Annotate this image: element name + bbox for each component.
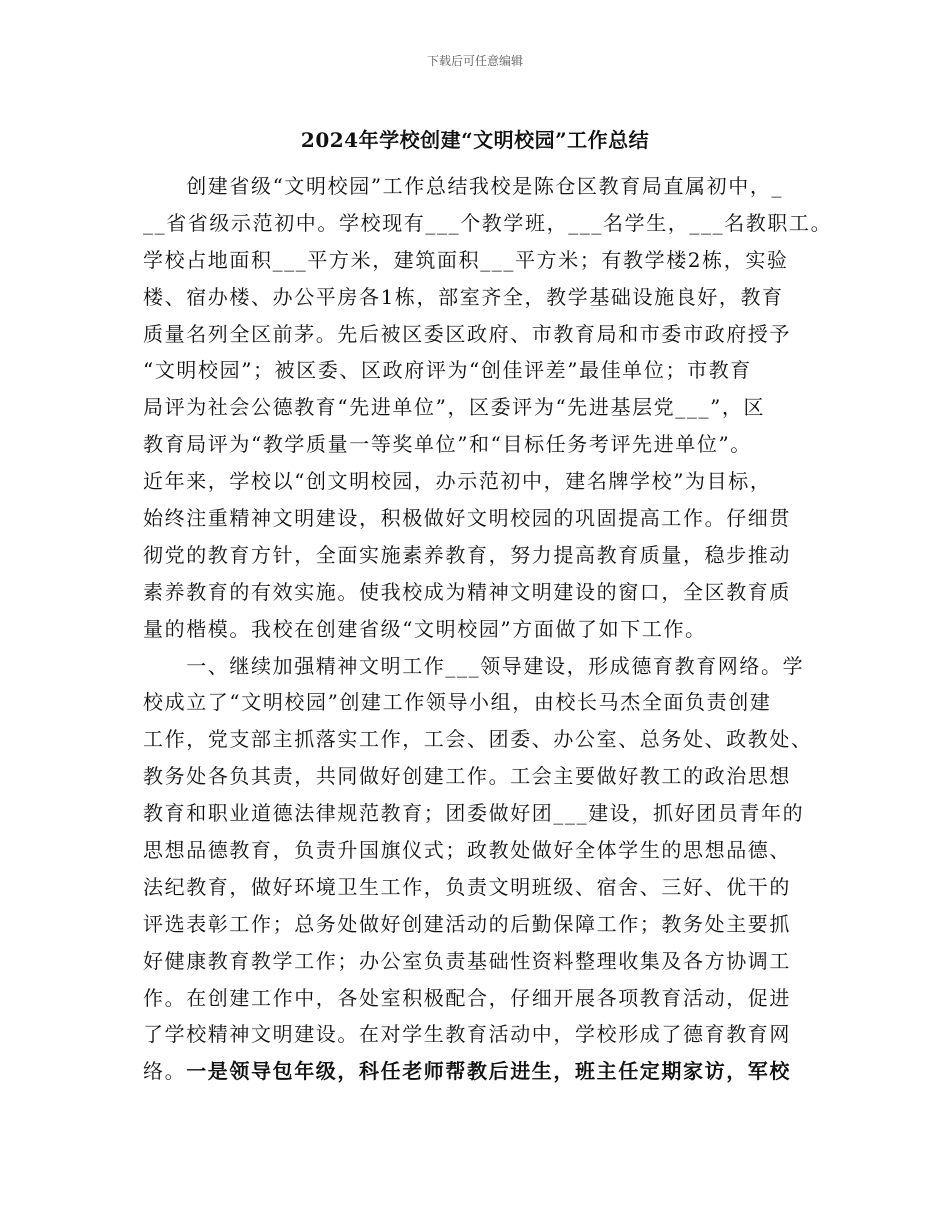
paragraph-line: 评选表彰工作；总务处做好创建活动的后勤保障工作；教务处主要抓 <box>143 911 791 936</box>
paragraph-line: 工作，党支部主抓落实工作，工会、团委、办公室、总务处、政教处、 <box>143 727 813 752</box>
paragraph-line: 量的楷模。我校在创建省级“文明校园”方面做了如下工作。 <box>143 616 707 641</box>
header-note: 下载后可任意编辑 <box>426 54 523 68</box>
paragraph-line: “文明校园”；被区委、区政府评为“创佳评差”最佳单位；市教育 <box>143 358 752 383</box>
last-line-normal-text: 络。 <box>143 1059 187 1084</box>
paragraph-line-last <box>143 1053 813 1090</box>
paragraph-line: 始终注重精神文明建设，积极做好文明校园的巩固提高工作。仔细贯 <box>143 506 791 531</box>
paragraph-line: 教育局评为“教学质量一等奖单位”和“目标任务考评先进单位”。 <box>143 432 752 457</box>
paragraph-line: 彻党的教育方针，全面实施素养教育，努力提高教育质量，稳步推动 <box>143 542 791 567</box>
paragraph-line: 作。在创建工作中，各处室积极配合，仔细开展各项教育活动，促进 <box>143 985 791 1010</box>
paragraph-line: 局评为社会公德教育“先进单位”，区委评为“先进基层党___”，区 <box>143 395 766 420</box>
paragraph-line: 教务处各负其责，共同做好创建工作。工会主要做好教工的政治思想 <box>143 764 791 789</box>
document-title: 2024年学校创建“文明校园”工作总结 <box>300 128 650 152</box>
paragraph-line: 校成立了“文明校园”创建工作领导小组，由校长马杰全面负责创建 <box>143 690 772 715</box>
paragraph-line: 法纪教育，做好环境卫生工作，负责文明班级、宿舍、三好、优干的 <box>143 874 791 899</box>
paragraph-line: 思想品德教育，负责升国旗仪式；政教处做好全体学生的思想品德、 <box>143 838 791 863</box>
paragraph-line: 楼、宿办楼、办公平房各1栋，部室齐全，教学基础设施良好，教育 <box>143 284 784 309</box>
paragraph-line: 素养教育的有效实施。使我校成为精神文明建设的窗口，全区教育质 <box>143 579 791 604</box>
paragraph-line: 创建省级“文明校园”工作总结我校是陈仓区教育局直属初中，_ <box>143 174 784 198</box>
last-line-bold-text: 一是领导包年级，科任老师帮教后进生，班主任定期家访，军校 <box>186 1059 792 1084</box>
paragraph-line: 了学校精神文明建设。在对学生教育活动中，学校形成了德育教育网 <box>143 1022 791 1047</box>
paragraph-line: 质量名列全区前茅。先后被区委区政府、市教育局和市委市政府授予 <box>143 321 791 346</box>
paragraph-line: 学校占地面积___平方米，建筑面积___平方米；有教学楼2栋，实验 <box>143 247 789 272</box>
paragraph-line: 近年来，学校以“创文明校园，办示范初中，建名牌学校”为目标， <box>143 469 772 494</box>
paragraph-line: __省省级示范初中。学校现有___个教学班，___名学生，___名教职工。 <box>143 210 833 235</box>
body-text <box>143 168 833 1090</box>
paragraph-line: 好健康教育教学工作；办公室负责基础性资料整理收集及各方协调工 <box>143 948 791 973</box>
paragraph-line: 一、继续加强精神文明工作___领导建设，形成德育教育网络。学 <box>143 653 805 678</box>
paragraph-line: 教育和职业道德法律规范教育；团委做好团___建设，抓好团员青年的 <box>143 801 805 826</box>
